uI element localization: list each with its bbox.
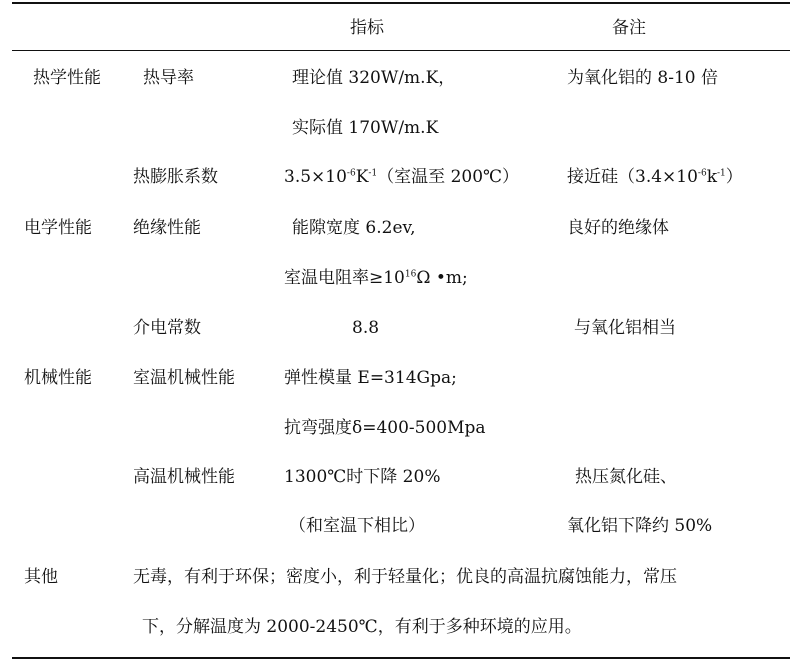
- property-dielectric: 介电常数: [133, 318, 201, 338]
- value-thermal-conductivity-actual: 实际值 170W/m.K: [292, 118, 439, 138]
- property-high-temp-mechanical: 高温机械性能: [133, 467, 235, 487]
- property-thermal-conductivity: 热导率: [143, 68, 194, 88]
- property-room-temp-mechanical: 室温机械性能: [133, 368, 235, 388]
- other-text-line-2: 下，分解温度为 2000-2450℃，有利于多种环境的应用。: [142, 617, 582, 637]
- remark-dielectric: 与氧化铝相当: [574, 318, 676, 338]
- table-header-rule: [12, 50, 790, 51]
- value-band-gap: 能隙宽度 6.2ev,: [292, 218, 416, 238]
- value-flexural-strength: 抗弯强度δ=400-500Mpa: [284, 418, 486, 438]
- remark-high-temp-1: 热压氮化硅、: [575, 467, 677, 487]
- category-other: 其他: [24, 567, 58, 587]
- table-top-rule: [12, 2, 790, 4]
- property-thermal-expansion: 热膨胀系数: [133, 167, 218, 187]
- value-high-temp-note: （和室温下相比）: [289, 516, 425, 536]
- category-mechanical: 机械性能: [24, 368, 92, 388]
- table-bottom-rule: [12, 657, 790, 659]
- property-insulation: 绝缘性能: [133, 218, 201, 238]
- remark-thermal-expansion: 接近硅$(3.4\times 10^{-6}k^{-1})$: [567, 167, 743, 187]
- value-high-temp-drop: 1300℃时下降 20%: [284, 467, 441, 487]
- header-remark: 备注: [612, 18, 646, 38]
- value-thermal-expansion: $3.5\times 10^{-6}K^{-1}$（室温至 200℃）: [284, 167, 520, 187]
- value-dielectric: 8.8: [352, 318, 380, 338]
- value-resistivity: 室温电阻率$\ge 10^{16}\Omega$ •m;: [284, 268, 468, 288]
- other-text-line-1: 无毒，有利于环保；密度小，利于轻量化；优良的高温抗腐蚀能力，常压: [133, 567, 677, 587]
- remark-thermal-conductivity: 为氧化铝的 8-10 倍: [567, 68, 718, 88]
- category-electrical: 电学性能: [24, 218, 92, 238]
- header-indicator: 指标: [350, 18, 384, 38]
- remark-high-temp-2: 氧化铝下降约 50%: [567, 516, 713, 536]
- remark-insulation: 良好的绝缘体: [567, 218, 669, 238]
- category-thermal: 热学性能: [33, 68, 101, 88]
- value-thermal-conductivity-theoretical: 理论值 320W/m.K，: [292, 68, 456, 88]
- value-elastic-modulus: 弹性模量 E=314Gpa;: [284, 368, 457, 388]
